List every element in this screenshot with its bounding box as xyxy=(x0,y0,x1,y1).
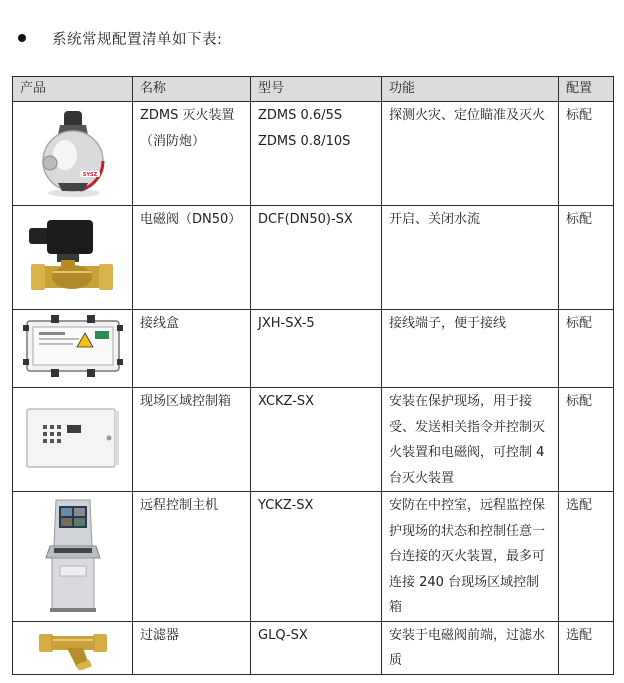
name-cell: ZDMS 灭火装置（消防炮） xyxy=(133,102,251,206)
table-row xyxy=(13,310,614,388)
header-name: 名称 xyxy=(133,77,251,102)
table-row xyxy=(13,388,614,492)
product-image-cell xyxy=(13,206,133,310)
function-cell: 安装在保护现场，用于接受、发送相关指令并控制灭火装置和电磁阀，可控制 4 台灭火装置 xyxy=(382,388,559,492)
config-cell: 选配 xyxy=(559,621,614,674)
name-cell: 过滤器 xyxy=(133,621,251,674)
function-cell: 安装于电磁阀前端，过滤水质 xyxy=(382,621,559,674)
config-cell: 标配 xyxy=(559,102,614,206)
model-line: JXH-SX-5 xyxy=(258,316,315,331)
control-console-icon xyxy=(38,496,108,614)
config-table xyxy=(12,76,614,675)
model-line: ZDMS 0.6/5S xyxy=(258,108,343,123)
model-line: ZDMS 0.8/10S xyxy=(258,133,351,149)
name-cell: 远程控制主机 xyxy=(133,492,251,622)
product-image-cell xyxy=(13,492,133,622)
model-cell xyxy=(251,388,382,492)
model-line: XCKZ-SX xyxy=(258,394,315,409)
function-cell: 开启、关闭水流 xyxy=(382,206,559,310)
model-line: GLQ-SX xyxy=(258,627,308,643)
table-header-row xyxy=(13,77,614,102)
header-function: 功能 xyxy=(382,77,559,102)
intro-text: 系统常规配置清单如下表: xyxy=(52,31,223,48)
product-image-cell xyxy=(13,621,133,674)
model-cell xyxy=(251,310,382,388)
header-product: 产品 xyxy=(13,77,133,102)
config-cell: 标配 xyxy=(559,388,614,492)
product-image-cell xyxy=(13,388,133,492)
table-row xyxy=(13,492,614,622)
table-row xyxy=(13,102,614,206)
control-box-icon xyxy=(21,401,125,475)
cannon-logo-text: SYSZ xyxy=(82,172,97,178)
model-cell xyxy=(251,492,382,622)
function-cell: 探测火灾、定位瞄准及灭火 xyxy=(382,102,559,206)
model-cell xyxy=(251,621,382,674)
fire-cannon-icon xyxy=(30,105,116,199)
config-cell: 标配 xyxy=(559,206,614,310)
function-cell: 安防在中控室，远程监控保护现场的状态和控制任意一台连接的灭火装置，最多可连接 240 台现场区域控制箱 xyxy=(382,492,559,622)
solenoid-valve-icon xyxy=(23,214,123,298)
model-line: YCKZ-SX xyxy=(258,498,314,513)
config-cell: 标配 xyxy=(559,310,614,388)
config-cell: 选配 xyxy=(559,492,614,622)
table-row xyxy=(13,621,614,674)
y-strainer-icon xyxy=(37,624,109,670)
model-cell xyxy=(251,102,382,206)
product-image-cell xyxy=(13,310,133,388)
function-cell: 接线端子，便于接线 xyxy=(382,310,559,388)
bullet-icon xyxy=(18,34,26,42)
name-cell: 电磁阀（DN50） xyxy=(133,206,251,310)
table-row xyxy=(13,206,614,310)
header-config: 配置 xyxy=(559,77,614,102)
intro-line xyxy=(14,26,222,50)
junction-box-icon xyxy=(21,315,125,379)
name-cell: 接线盒 xyxy=(133,310,251,388)
model-cell xyxy=(251,206,382,310)
name-cell: 现场区域控制箱 xyxy=(133,388,251,492)
product-image-cell xyxy=(13,102,133,206)
model-line: DCF(DN50)-SX xyxy=(258,212,353,227)
header-model: 型号 xyxy=(251,77,382,102)
